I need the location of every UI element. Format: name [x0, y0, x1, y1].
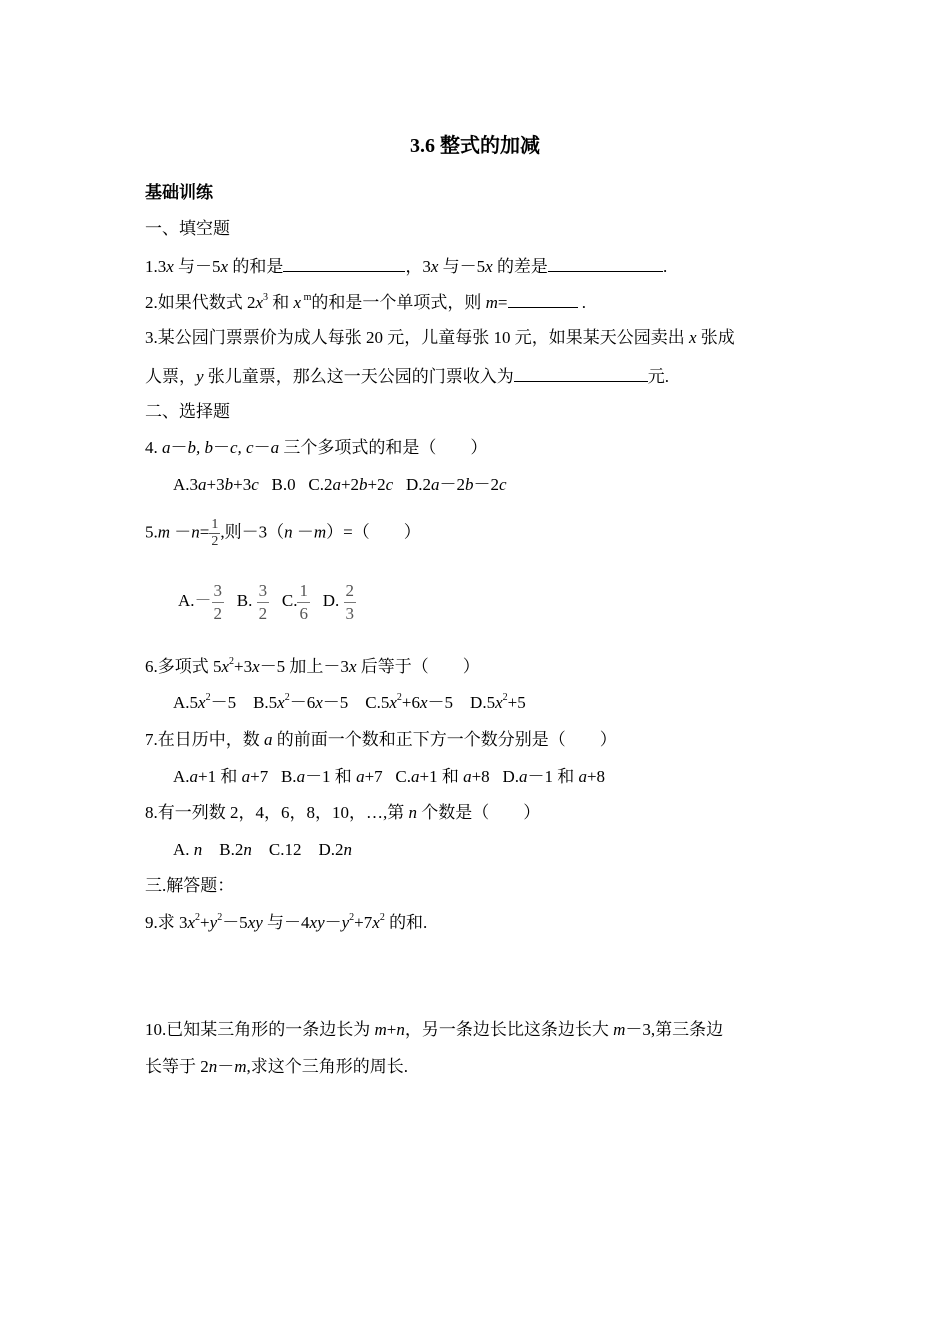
- option-b[interactable]: B.2n: [219, 840, 252, 859]
- answer-blank[interactable]: [548, 253, 663, 272]
- question-3-line-2: 人票，y 张儿童票，那么这一天公园的门票收入为 元.: [145, 363, 669, 389]
- option-c[interactable]: C.2a+2b+2c: [308, 475, 394, 494]
- option-b[interactable]: B. $\frac{3}{2}$: [236, 581, 268, 623]
- option-a[interactable]: $A.5x^2-5$: [173, 692, 237, 712]
- option-a[interactable]: A.3a+3b+3c: [173, 475, 259, 494]
- question-5: 5.m －n= $\frac{1}{2}$ ,则－3（n －m）=（ ）: [145, 517, 421, 549]
- option-a[interactable]: A.－ $\frac{3}{2}$: [178, 581, 223, 623]
- option-b[interactable]: B.0: [271, 475, 296, 494]
- question-1: 1.3x 与－5x 的和是 ，3x 与－5x 的差是 .: [145, 253, 667, 279]
- answer-blank[interactable]: [283, 253, 405, 272]
- option-c[interactable]: C. $\frac{1}{6}$: [281, 581, 308, 623]
- part-heading-solve: 三.解答题：: [145, 876, 235, 895]
- question-3-line-1: 3.某公园门票票价为成人每张 20 元，儿童每张 10 元，如果某天公园卖出 x 张成: [145, 328, 735, 347]
- question-2: 2.如果代数式 $2x^3$ 和 x $^m$的和是一个单项式，则 m= .: [145, 289, 586, 315]
- option-d[interactable]: D.2n: [318, 840, 352, 859]
- option-d[interactable]: $D.5x^2+5$: [470, 692, 526, 712]
- option-a[interactable]: A. n: [173, 840, 203, 859]
- question-8: 8.有一列数 2，4，6，8，10，…,第 n 个数是（ ）: [145, 803, 541, 822]
- question-4: 4. a－b, b－c, c－a 三个多项式的和是（ ）: [145, 438, 488, 457]
- question-9: 9.求 $3x^2+y^2-5xy$ 与$-4xy-y^2+7x^2$ 的和.: [145, 912, 428, 932]
- answer-blank[interactable]: [508, 289, 578, 308]
- option-d[interactable]: D. $\frac{2}{3}$: [322, 581, 354, 623]
- part-heading-multiple-choice: 二、选择题: [145, 402, 230, 421]
- section-heading: 基础训练: [145, 183, 213, 202]
- question-10-line-2: 长等于 2n－m,求这个三角形的周长.: [145, 1057, 409, 1076]
- option-d[interactable]: D.2a－2b－2c: [405, 475, 507, 494]
- option-c[interactable]: $C.5x^2+6x-5$: [365, 692, 454, 712]
- question-4-options: [173, 473, 507, 497]
- option-d[interactable]: D.a－1 和 a+8: [502, 767, 606, 786]
- option-b[interactable]: B.a－1 和 a+7: [280, 767, 383, 786]
- page-title: 3.6 整式的加减: [410, 135, 540, 157]
- part-heading-fill-blank: 一、填空题: [145, 219, 230, 238]
- question-10-line-1: 10.已知某三角形的一条边长为 m+n，另一条边长比这条边长大 m－3,第三条边: [145, 1020, 724, 1039]
- option-b[interactable]: $B.5x^2-6x-5$: [253, 692, 349, 712]
- question-7: 7.在日历中，数 a 的前面一个数和正下方一个数分别是（ ）: [145, 730, 617, 749]
- option-c[interactable]: C.12: [268, 840, 302, 859]
- option-c[interactable]: C.a+1 和 a+8: [395, 767, 490, 786]
- question-8-options: [173, 838, 352, 862]
- fraction-one-half: $\frac{1}{2}$: [211, 517, 219, 549]
- question-6-options: [173, 691, 526, 715]
- question-6: 6.多项式 $5x^2+3x-5$ 加上－3x 后等于（ ）: [145, 656, 480, 676]
- option-a[interactable]: A.a+1 和 a+7: [173, 767, 269, 786]
- answer-blank[interactable]: [514, 363, 648, 382]
- question-7-options: [173, 765, 605, 789]
- question-5-options: [178, 580, 356, 625]
